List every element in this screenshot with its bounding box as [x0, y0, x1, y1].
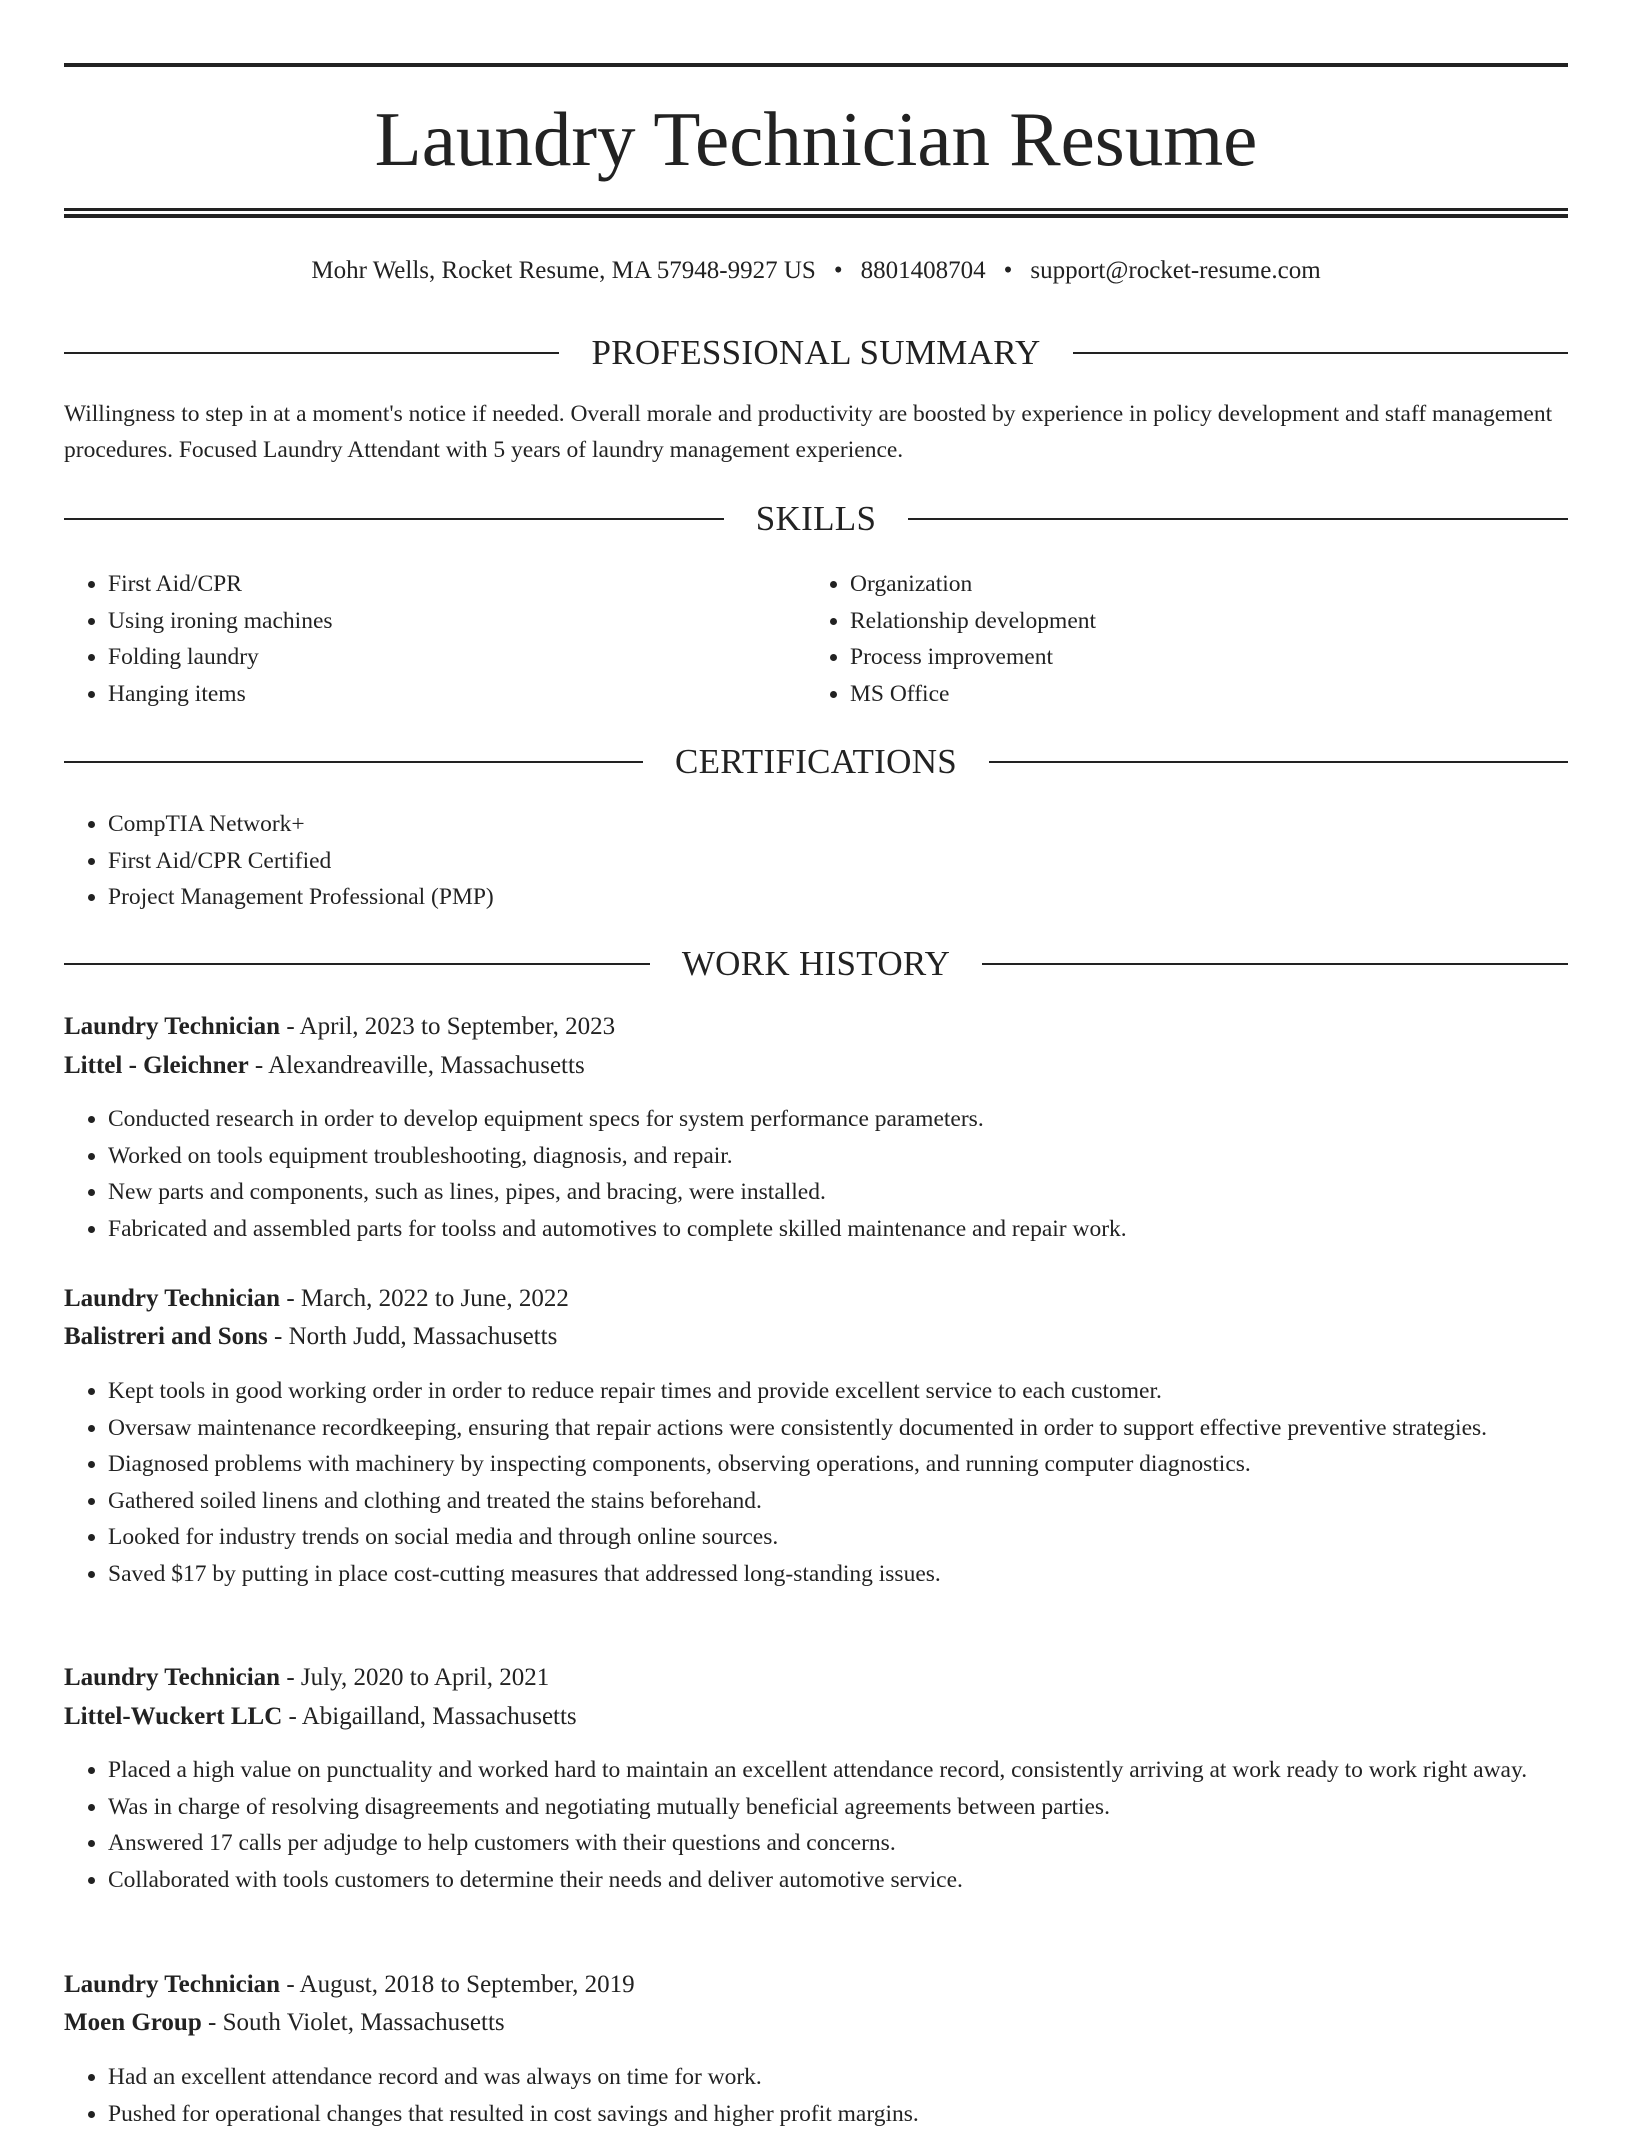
job-company: Balistreri and Sons	[64, 1323, 268, 1350]
heading-rule-right	[908, 518, 1568, 520]
job-company-line	[64, 2004, 1568, 2042]
top-rule	[64, 63, 1568, 67]
summary-heading-label: PROFESSIONAL SUMMARY	[559, 331, 1072, 375]
heading-rule-left	[64, 518, 724, 520]
list-item: • Using ironing machines	[108, 603, 808, 640]
list-item: • Placed a high value on punctuality and worked hard to maintain an excellent attendance record, consistently arriving at work ready to work right away.	[108, 1752, 1568, 1789]
job-title-line	[64, 1659, 1568, 1697]
job-dates: - March, 2022 to June, 2022	[280, 1285, 569, 1312]
job-bullets	[64, 1101, 1568, 1247]
contact-separator: •	[816, 257, 861, 284]
list-item: • Answered 17 calls per adjudge to help customers with their questions and concerns.	[108, 1825, 1568, 1862]
skills-list-left	[64, 566, 808, 712]
summary-text: Willingness to step in at a moment's notice if needed. Overall morale and productivity are boosted by experience in policy development and staff management procedures. Focused Laundry Attendant with 5 years of laundry management experience.	[64, 396, 1568, 468]
job-title-line	[64, 1008, 1568, 1046]
heading-rule-right	[989, 761, 1568, 763]
heading-rule-left	[64, 352, 559, 354]
heading-rule-right	[1073, 352, 1568, 354]
summary-heading	[64, 331, 1568, 375]
job-title-line	[64, 1966, 1568, 2004]
list-item: • First Aid/CPR Certified	[108, 843, 1568, 880]
list-item: • Was in charge of resolving disagreements and negotiating mutually beneficial agreements between parties.	[108, 1789, 1568, 1826]
job-title: Laundry Technician	[64, 1013, 280, 1040]
job-location: - Abigailland, Massachusetts	[282, 1703, 576, 1730]
job-company-line	[64, 1047, 1568, 1085]
list-item: • Project Management Professional (PMP)	[108, 879, 1568, 916]
list-item: • First Aid/CPR	[108, 566, 808, 603]
job-dates: - July, 2020 to April, 2021	[280, 1664, 549, 1691]
page-title: Laundry Technician Resume	[64, 92, 1568, 186]
contact-line	[64, 253, 1568, 289]
work-history-heading-label: WORK HISTORY	[650, 942, 982, 986]
skills-heading	[64, 497, 1568, 541]
contact-separator: •	[986, 257, 1031, 284]
job-company-line	[64, 1698, 1568, 1736]
title-double-rule	[64, 208, 1568, 218]
job-bullets	[64, 1752, 1568, 1898]
list-item: • Organization	[850, 566, 1550, 603]
job-dates: - August, 2018 to September, 2019	[280, 1971, 635, 1998]
list-item: • Looked for industry trends on social media and through online sources.	[108, 1519, 1568, 1556]
list-item: • Gathered soiled linens and clothing and treated the stains beforehand.	[108, 1483, 1568, 1520]
certifications-heading	[64, 740, 1568, 784]
heading-rule-right	[982, 963, 1568, 965]
list-item: • New parts and components, such as lines, pipes, and bracing, were installed.	[108, 1174, 1568, 1211]
job-location: - Alexandreaville, Massachusetts	[249, 1052, 585, 1079]
list-item: • Had an excellent attendance record and was always on time for work.	[108, 2059, 1568, 2096]
list-item: • Collaborated with tools customers to determine their needs and deliver automotive service.	[108, 1862, 1568, 1899]
job-bullets	[64, 2059, 1568, 2132]
contact-address: Mohr Wells, Rocket Resume, MA 57948-9927 US	[311, 257, 815, 284]
list-item: • Saved $17 by putting in place cost-cutting measures that addressed long-standing issues.	[108, 1556, 1568, 1593]
job-company: Littel - Gleichner	[64, 1052, 249, 1079]
job-company-line	[64, 1318, 1568, 1356]
list-item: • MS Office	[850, 676, 1550, 713]
list-item: • Hanging items	[108, 676, 808, 713]
certifications-heading-label: CERTIFICATIONS	[643, 740, 989, 784]
job-title: Laundry Technician	[64, 1664, 280, 1691]
list-item: • Folding laundry	[108, 639, 808, 676]
list-item: • Oversaw maintenance recordkeeping, ensuring that repair actions were consistently documented in order to support effective preventive strategies.	[108, 1410, 1568, 1447]
certifications-list	[64, 806, 1568, 916]
job-company: Moen Group	[64, 2009, 202, 2036]
job-company: Littel-Wuckert LLC	[64, 1703, 282, 1730]
job-title: Laundry Technician	[64, 1285, 280, 1312]
list-item: • Kept tools in good working order in order to reduce repair times and provide excellent service to each customer.	[108, 1373, 1568, 1410]
list-item: • Pushed for operational changes that resulted in cost savings and higher profit margins.	[108, 2096, 1568, 2132]
job-location: - North Judd, Massachusetts	[268, 1323, 558, 1350]
list-item: • Diagnosed problems with machinery by inspecting components, observing operations, and running computer diagnostics.	[108, 1446, 1568, 1483]
contact-email: support@rocket-resume.com	[1030, 257, 1320, 284]
list-item: • Worked on tools equipment troubleshooting, diagnosis, and repair.	[108, 1138, 1568, 1175]
heading-rule-left	[64, 761, 643, 763]
list-item: • Conducted research in order to develop equipment specs for system performance parameters.	[108, 1101, 1568, 1138]
list-item: • Process improvement	[850, 639, 1550, 676]
skills-list-right	[806, 566, 1550, 712]
contact-phone: 8801408704	[861, 257, 986, 284]
job-dates: - April, 2023 to September, 2023	[280, 1013, 615, 1040]
list-item: • CompTIA Network+	[108, 806, 1568, 843]
work-history-heading	[64, 942, 1568, 986]
list-item: • Fabricated and assembled parts for toolss and automotives to complete skilled maintenance and repair work.	[108, 1211, 1568, 1248]
list-item: • Relationship development	[850, 603, 1550, 640]
job-bullets	[64, 1373, 1568, 1592]
skills-heading-label: SKILLS	[724, 497, 908, 541]
job-title-line	[64, 1280, 1568, 1318]
job-title: Laundry Technician	[64, 1971, 280, 1998]
job-location: - South Violet, Massachusetts	[202, 2009, 505, 2036]
heading-rule-left	[64, 963, 650, 965]
